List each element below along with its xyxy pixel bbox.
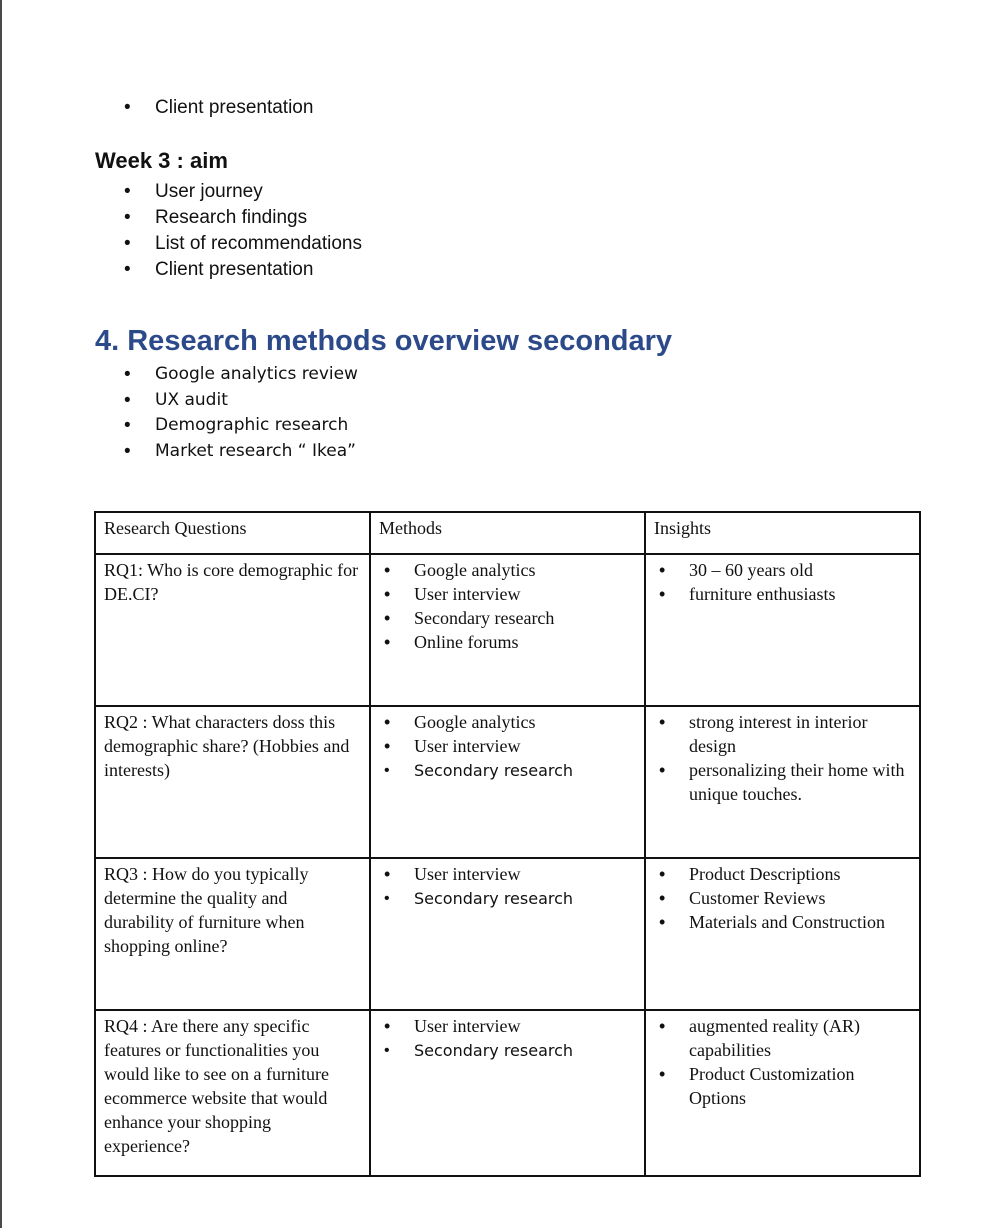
method-item: • User interview xyxy=(379,734,636,758)
insights-cell xyxy=(645,1010,920,1176)
insight-item: • strong interest in interior design xyxy=(654,710,911,758)
list-item: • List of recommendations xyxy=(0,231,362,257)
insights-cell xyxy=(645,554,920,706)
method-item: • User interview xyxy=(379,862,636,886)
methods-cell xyxy=(370,858,645,1010)
insight-item: • augmented reality (AR) capabilities xyxy=(654,1014,911,1062)
list-item: • User journey xyxy=(0,179,362,205)
method-item: • Secondary research xyxy=(379,606,636,630)
insight-item: • furniture enthusiasts xyxy=(654,582,911,606)
insight-item: • 30 – 60 years old xyxy=(654,558,911,582)
method-item: • User interview xyxy=(379,1014,636,1038)
table-header-row xyxy=(95,512,920,554)
method-item: • Secondary research xyxy=(379,886,636,912)
table-row xyxy=(95,554,920,706)
methods-cell xyxy=(370,706,645,858)
list-item: • Research findings xyxy=(0,205,362,231)
methods-cell xyxy=(370,1010,645,1176)
column-header-research-questions: Research Questions xyxy=(95,512,370,554)
list-item: • Client presentation xyxy=(0,95,313,121)
secondary-methods-list xyxy=(0,362,358,464)
method-item: • Online forums xyxy=(379,630,636,654)
insight-item: • Product Customization Options xyxy=(654,1062,911,1110)
list-item: • UX audit xyxy=(0,388,358,414)
column-header-methods: Methods xyxy=(370,512,645,554)
question-cell: RQ2 : What characters doss this demographic share? (Hobbies and interests) xyxy=(95,706,370,858)
methods-cell xyxy=(370,554,645,706)
research-questions-table xyxy=(94,511,921,1177)
insight-item: • Customer Reviews xyxy=(654,886,911,910)
insight-item: • Materials and Construction xyxy=(654,910,911,934)
list-item: • Google analytics review xyxy=(0,362,358,388)
insights-cell xyxy=(645,706,920,858)
column-header-insights: Insights xyxy=(645,512,920,554)
list-item: • Market research “ Ikea” xyxy=(0,439,358,465)
method-item: • User interview xyxy=(379,582,636,606)
table-row xyxy=(95,1010,920,1176)
previous-week-list xyxy=(0,95,313,121)
table-row xyxy=(95,706,920,858)
insight-item: • Product Descriptions xyxy=(654,862,911,886)
insights-cell xyxy=(645,858,920,1010)
method-item: • Google analytics xyxy=(379,710,636,734)
section-4-heading: 4. Research methods overview secondary xyxy=(95,325,673,357)
insight-item: • personalizing their home with unique touches. xyxy=(654,758,911,806)
question-cell: RQ1: Who is core demographic for DE.CI? xyxy=(95,554,370,706)
table-row xyxy=(95,858,920,1010)
list-item: • Client presentation xyxy=(0,257,362,283)
method-item: • Google analytics xyxy=(379,558,636,582)
list-item: • Demographic research xyxy=(0,413,358,439)
method-item: • Secondary research xyxy=(379,758,636,784)
method-item: • Secondary research xyxy=(379,1038,636,1064)
question-cell: RQ4 : Are there any specific features or functionalities you would like to see on a furniture ecommerce website that would enhance your shopping experience? xyxy=(95,1010,370,1176)
week-3-heading: Week 3 : aim xyxy=(95,148,228,173)
question-cell: RQ3 : How do you typically determine the quality and durability of furniture when shopping online? xyxy=(95,858,370,1010)
week-3-aim-list xyxy=(0,179,362,283)
